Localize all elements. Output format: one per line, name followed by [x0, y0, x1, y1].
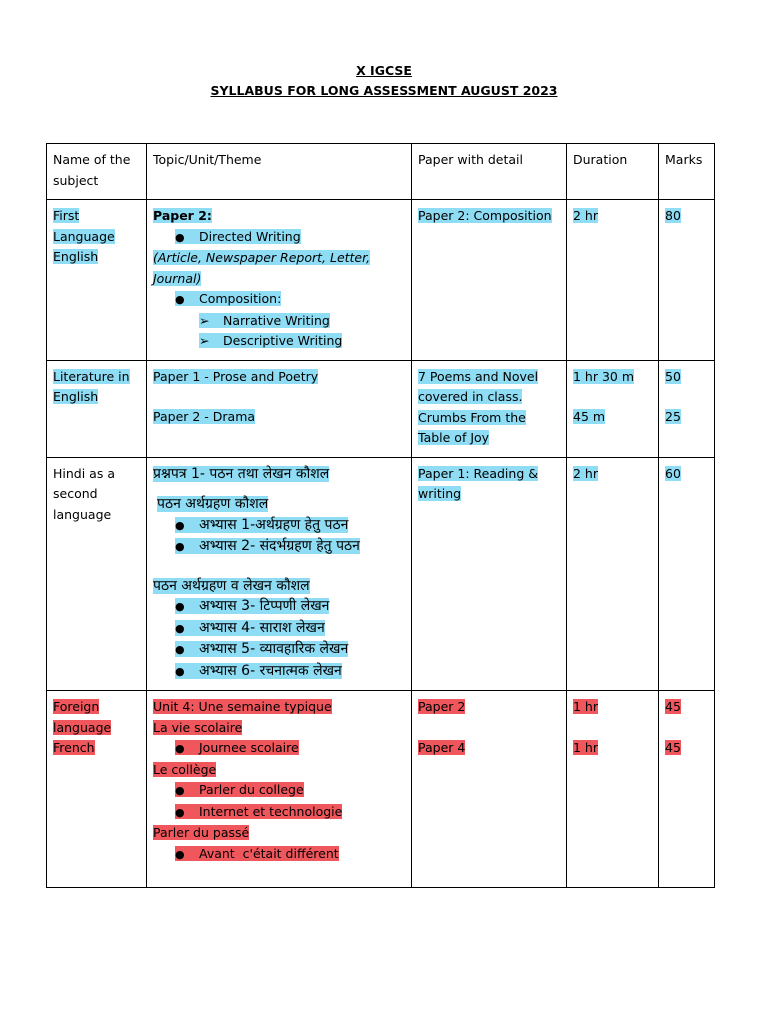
bullet-text: Internet et technologie	[199, 803, 343, 819]
paper-cell	[412, 691, 567, 888]
header-duration: Duration	[567, 144, 659, 200]
subject-line: second	[53, 486, 98, 501]
paper-label: Paper 2:	[153, 208, 212, 223]
subject-cell	[47, 457, 147, 691]
topic-line: La vie scolaire	[153, 719, 243, 735]
duration-value: 2 hr	[573, 465, 598, 481]
table-row-first-language-english	[47, 200, 715, 361]
duration-value: 1 hr	[573, 699, 598, 714]
bullet-icon: ●	[175, 805, 185, 819]
document-subtitle: SYLLABUS FOR LONG ASSESSMENT AUGUST 2023	[210, 83, 558, 98]
topic-cell	[147, 457, 412, 691]
topic-cell	[147, 360, 412, 457]
subject-line: Literature in	[53, 368, 130, 384]
marks-cell	[659, 200, 715, 361]
header-row	[47, 144, 715, 200]
duration-cell	[567, 691, 659, 888]
paper-detail: Paper 1: Reading &	[418, 465, 538, 481]
hindi-item: अभ्यास 3- टिप्पणी लेखन	[199, 598, 330, 614]
paper-detail: Table of Joy	[418, 430, 490, 445]
subject-cell	[47, 691, 147, 888]
hindi-item: अभ्यास 2- संदर्भग्रहण हेतु पठन	[199, 538, 360, 554]
bullet-text: Parler du college	[199, 782, 304, 797]
marks-value: 45	[665, 739, 681, 755]
duration-value: 2 hr	[573, 208, 598, 223]
subject-line: Hindi as a	[53, 465, 115, 481]
italic-note: Journal)	[153, 270, 202, 286]
marks-value: 80	[665, 208, 681, 223]
marks-cell	[659, 457, 715, 691]
paper-cell	[412, 457, 567, 691]
header-paper: Paper with detail	[412, 144, 567, 200]
bullet-icon: ●	[175, 621, 185, 635]
hindi-heading: पठन अर्थग्रहण कौशल	[157, 496, 269, 512]
document-title: X IGCSE	[356, 63, 412, 78]
topic-line: Parler du passé	[153, 825, 250, 840]
paper-detail: Paper 2	[418, 699, 466, 714]
duration-value: 45 m	[573, 409, 606, 424]
header-topic: Topic/Unit/Theme	[147, 144, 412, 200]
bullet-text: Avant c'était différent	[199, 845, 339, 861]
marks-value: 50	[665, 368, 681, 384]
arrow-bullet-icon: ➢	[199, 333, 210, 348]
header-subject: Name of the subject	[47, 144, 147, 200]
hindi-heading: प्रश्नपत्र 1- पठन तथा लेखन कौशल	[153, 465, 330, 482]
duration-cell	[567, 457, 659, 691]
bullet-icon: ●	[175, 293, 185, 306]
hindi-item: अभ्यास 1-अर्थग्रहण हेतु पठन	[199, 516, 349, 533]
sub-bullet-text: Descriptive Writing	[223, 333, 343, 348]
subject-cell	[47, 200, 147, 361]
paper-detail: Crumbs From the	[418, 409, 526, 425]
paper-detail: Paper 2: Composition	[418, 208, 552, 223]
bullet-icon: ●	[175, 518, 185, 532]
bullet-icon: ●	[175, 230, 185, 244]
bullet-text: Directed Writing	[199, 228, 301, 244]
topic-line: Unit 4: Une semaine typique	[153, 699, 332, 714]
topic-line: Le collège	[153, 761, 217, 777]
subject-line: language	[53, 506, 112, 522]
table-row-hindi	[47, 457, 715, 691]
paper-detail: 7 Poems and Novel	[418, 368, 539, 384]
bullet-icon: ●	[175, 600, 185, 613]
paper-cell	[412, 360, 567, 457]
topic-cell	[147, 200, 412, 361]
table-row-literature	[47, 360, 715, 457]
syllabus-table	[46, 143, 715, 888]
paper-detail: writing	[418, 486, 462, 501]
table-row-french	[47, 691, 715, 888]
marks-cell	[659, 360, 715, 457]
subject-line: language	[53, 719, 112, 735]
subject-line: English	[53, 389, 99, 404]
subject-line: Language	[53, 228, 115, 244]
duration-cell	[567, 360, 659, 457]
bullet-icon: ●	[175, 784, 185, 797]
hindi-item: अभ्यास 4- साराश लेखन	[199, 619, 325, 636]
subject-line: Foreign	[53, 699, 100, 714]
arrow-bullet-icon: ➢	[199, 312, 210, 328]
paper-detail: Paper 4	[418, 739, 466, 755]
marks-value: 45	[665, 699, 681, 714]
bullet-icon: ●	[175, 742, 185, 755]
hindi-item: अभ्यास 5- व्यावहारिक लेखन	[199, 641, 349, 657]
marks-value: 60	[665, 465, 681, 481]
bullet-text: Journee scolaire	[199, 740, 299, 755]
subject-line: English	[53, 249, 99, 264]
hindi-heading: पठन अर्थग्रहण व लेखन कौशल	[153, 577, 310, 594]
subject-cell	[47, 360, 147, 457]
bullet-icon: ●	[175, 540, 185, 553]
bullet-icon: ●	[175, 847, 185, 861]
hindi-item: अभ्यास 6- रचनात्मक लेखन	[199, 662, 342, 679]
topic-cell	[147, 691, 412, 888]
subject-line: French	[53, 740, 95, 755]
sub-bullet-text: Narrative Writing	[223, 312, 330, 328]
topic-line: Paper 2 - Drama	[153, 409, 256, 424]
duration-cell	[567, 200, 659, 361]
bullet-text: Composition:	[199, 291, 282, 306]
italic-note: (Article, Newspaper Report, Letter,	[153, 250, 371, 265]
subject-line: First	[53, 208, 80, 223]
paper-cell	[412, 200, 567, 361]
paper-detail: covered in class.	[418, 389, 523, 404]
duration-value: 1 hr	[573, 739, 598, 755]
marks-value: 25	[665, 409, 681, 424]
bullet-icon: ●	[175, 643, 185, 656]
topic-line: Paper 1 - Prose and Poetry	[153, 368, 319, 384]
duration-value: 1 hr 30 m	[573, 368, 635, 384]
marks-cell	[659, 691, 715, 888]
header-marks: Marks	[659, 144, 715, 200]
bullet-icon: ●	[175, 664, 185, 678]
